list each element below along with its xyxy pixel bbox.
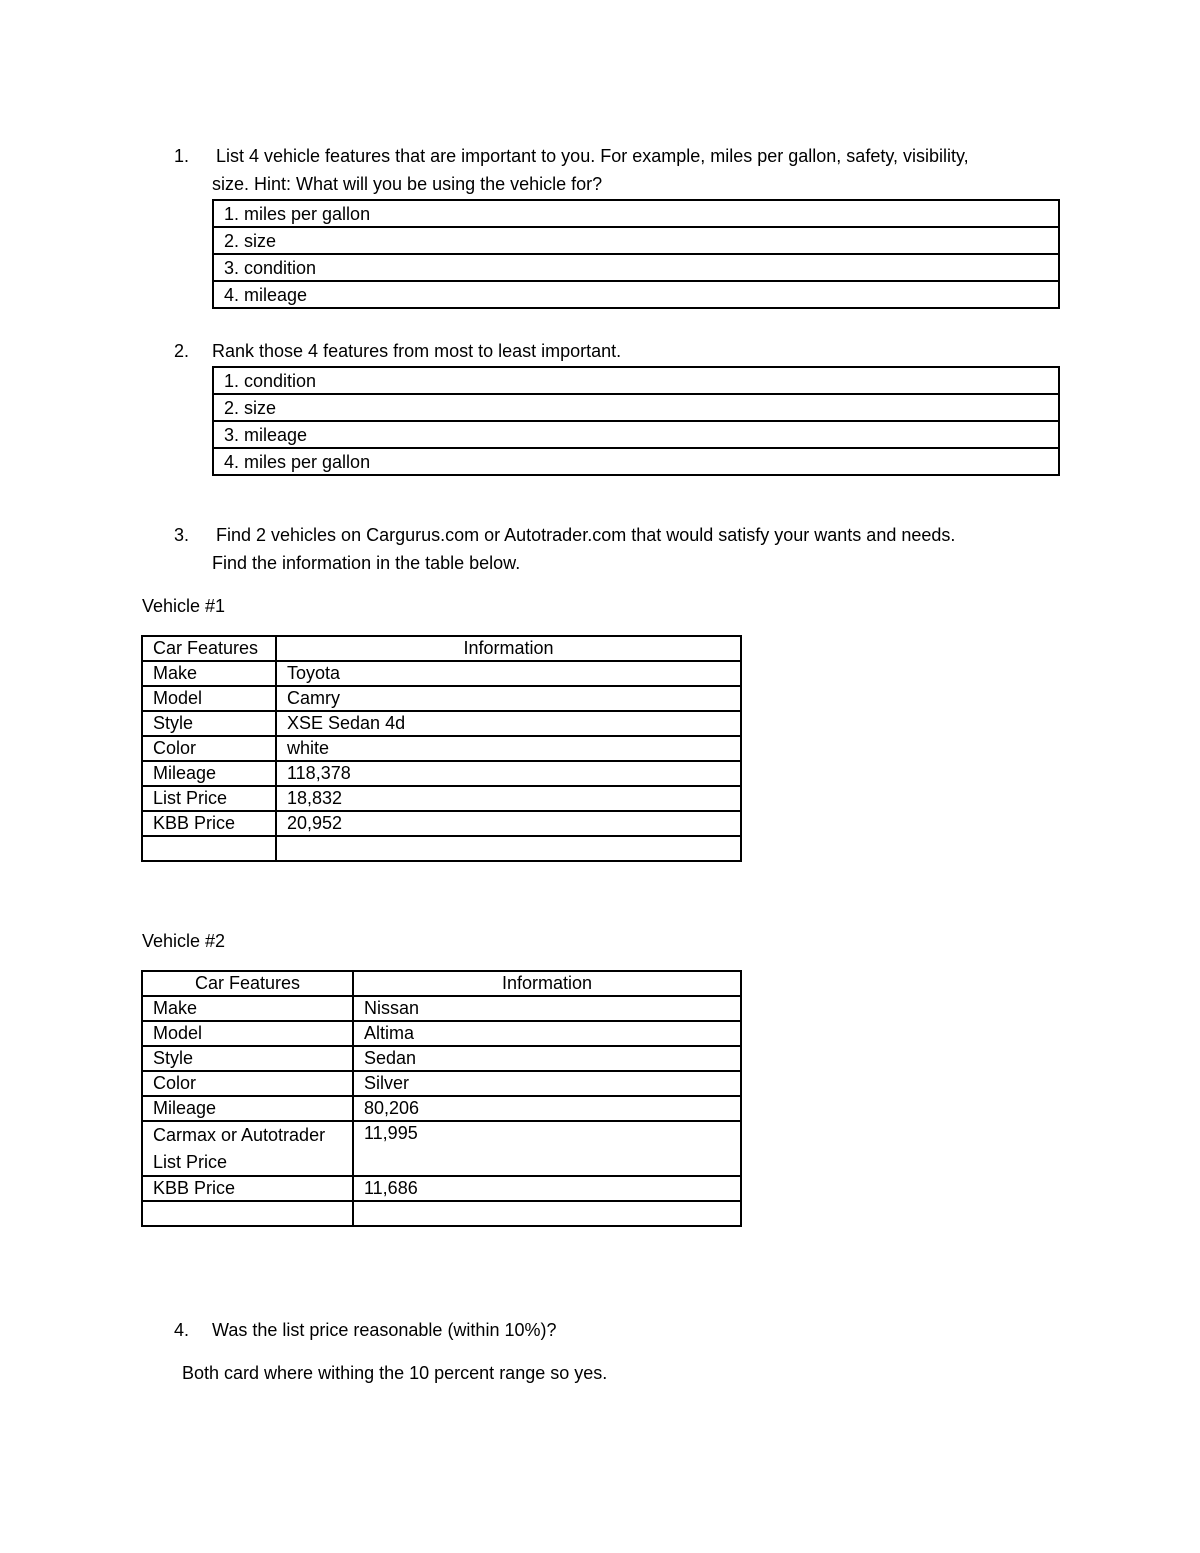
table-row bbox=[142, 811, 741, 836]
question-1-item: 3. condition bbox=[214, 255, 1058, 282]
table-row bbox=[142, 686, 741, 711]
info-cell: Camry bbox=[276, 686, 741, 711]
table-row bbox=[142, 1096, 741, 1121]
info-cell: Silver bbox=[353, 1071, 741, 1096]
feature-cell: Carmax or Autotrader List Price bbox=[142, 1121, 353, 1176]
question-1-number: 1. bbox=[174, 146, 190, 166]
table-header-row bbox=[142, 971, 741, 996]
header-car-features: Car Features bbox=[142, 636, 276, 661]
table-row bbox=[142, 711, 741, 736]
table-row-empty bbox=[142, 1201, 741, 1226]
question-2-item: 1. condition bbox=[214, 368, 1058, 395]
table-row bbox=[142, 761, 741, 786]
question-1-item: 2. size bbox=[214, 228, 1058, 255]
feature-cell: Style bbox=[142, 711, 276, 736]
feature-cell: Make bbox=[142, 661, 276, 686]
vehicle-1-table bbox=[141, 635, 742, 862]
question-4-number: 4. bbox=[174, 1320, 190, 1340]
info-cell: XSE Sedan 4d bbox=[276, 711, 741, 736]
vehicle-2-label: Vehicle #2 bbox=[142, 931, 226, 951]
table-header-row bbox=[142, 636, 741, 661]
table-row bbox=[142, 996, 741, 1021]
feature-cell: KBB Price bbox=[142, 811, 276, 836]
vehicle-1-label: Vehicle #1 bbox=[142, 596, 226, 616]
table-row-empty bbox=[142, 836, 741, 861]
question-2-text: Rank those 4 features from most to least important. bbox=[212, 341, 622, 361]
question-2-number: 2. bbox=[174, 341, 190, 361]
header-car-features: Car Features bbox=[142, 971, 353, 996]
table-row bbox=[142, 661, 741, 686]
feature-cell: Model bbox=[142, 1021, 353, 1046]
question-3-text-line2: Find the information in the table below. bbox=[212, 553, 521, 573]
info-cell: Toyota bbox=[276, 661, 741, 686]
question-1-answer-box bbox=[212, 199, 1060, 309]
feature-cell: List Price bbox=[142, 786, 276, 811]
info-cell: 20,952 bbox=[276, 811, 741, 836]
header-information: Information bbox=[353, 971, 741, 996]
feature-cell: Mileage bbox=[142, 761, 276, 786]
feature-cell: KBB Price bbox=[142, 1176, 353, 1201]
feature-cell: Mileage bbox=[142, 1096, 353, 1121]
info-cell: Altima bbox=[353, 1021, 741, 1046]
vehicle-2-table bbox=[141, 970, 742, 1227]
question-1-item: 4. mileage bbox=[214, 282, 1058, 309]
info-cell: Sedan bbox=[353, 1046, 741, 1071]
info-cell: 80,206 bbox=[353, 1096, 741, 1121]
info-cell bbox=[353, 1201, 741, 1226]
feature-cell: Make bbox=[142, 996, 353, 1021]
table-row bbox=[142, 736, 741, 761]
info-cell: 11,686 bbox=[353, 1176, 741, 1201]
info-cell: Nissan bbox=[353, 996, 741, 1021]
question-2-item: 4. miles per gallon bbox=[214, 449, 1058, 476]
feature-cell: Color bbox=[142, 1071, 353, 1096]
feature-cell: Model bbox=[142, 686, 276, 711]
question-4-text: Was the list price reasonable (within 10%)? bbox=[212, 1320, 557, 1340]
header-information: Information bbox=[276, 636, 741, 661]
question-4-answer: Both card where withing the 10 percent range so yes. bbox=[182, 1363, 608, 1383]
feature-cell: Style bbox=[142, 1046, 353, 1071]
info-cell bbox=[276, 836, 741, 861]
question-2-item: 3. mileage bbox=[214, 422, 1058, 449]
question-1-text-line2: size. Hint: What will you be using the vehicle for? bbox=[212, 174, 603, 194]
question-3-number: 3. bbox=[174, 525, 190, 545]
question-2-item: 2. size bbox=[214, 395, 1058, 422]
table-row bbox=[142, 1176, 741, 1201]
table-row bbox=[142, 786, 741, 811]
table-row bbox=[142, 1021, 741, 1046]
question-3-text-line1: Find 2 vehicles on Cargurus.com or Autotrader.com that would satisfy your wants and needs. bbox=[216, 525, 956, 545]
question-1-text-line1: List 4 vehicle features that are important to you. For example, miles per gallon, safety, visibility, bbox=[216, 146, 969, 166]
info-cell: white bbox=[276, 736, 741, 761]
info-cell: 11,995 bbox=[353, 1121, 741, 1176]
table-row bbox=[142, 1046, 741, 1071]
table-row bbox=[142, 1121, 741, 1176]
question-1-item: 1. miles per gallon bbox=[214, 201, 1058, 228]
feature-cell bbox=[142, 1201, 353, 1226]
info-cell: 118,378 bbox=[276, 761, 741, 786]
table-row bbox=[142, 1071, 741, 1096]
question-2-answer-box bbox=[212, 366, 1060, 476]
feature-cell: Color bbox=[142, 736, 276, 761]
info-cell: 18,832 bbox=[276, 786, 741, 811]
feature-cell bbox=[142, 836, 276, 861]
